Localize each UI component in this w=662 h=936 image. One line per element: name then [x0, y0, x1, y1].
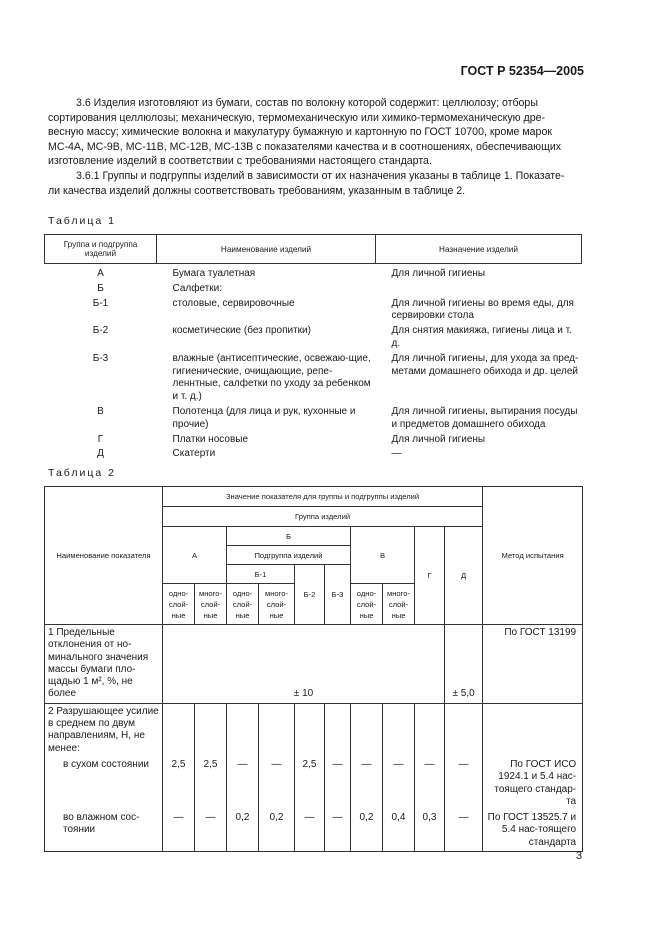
table2-caption: Таблица 2: [48, 467, 116, 479]
purpose-cell: [376, 282, 582, 297]
paragraph-3-6: [48, 96, 582, 169]
table-row: [45, 297, 582, 325]
header-single-ply: одно-слой-ные: [163, 584, 195, 625]
value-cell: —: [445, 810, 483, 851]
header-group-v: В: [351, 527, 415, 584]
group-cell: Б-3: [92, 352, 109, 364]
value-cell: ± 5,0: [445, 625, 483, 704]
indicator-name: 2 Разрушающее усилие в среднем по двум направлениям, Н, не менее:: [45, 703, 163, 757]
table-row: [45, 352, 582, 405]
header-multi-ply: много-слой-ные: [383, 584, 415, 625]
table-row: [45, 703, 583, 757]
value-cell: 0,2: [351, 810, 383, 851]
value-cell: —: [325, 810, 351, 851]
table-row: [45, 447, 582, 462]
value-cell: —: [227, 757, 259, 810]
header-indicator-name: Наименование показателя: [45, 487, 163, 625]
table-row: [45, 625, 583, 704]
document-standard-number: ГОСТ Р 52354—2005: [460, 64, 584, 78]
paragraph-line: МС-4А, МС-9В, МС-11В, МС-12В, МС-13В с показателями качества и в соотношениях, обеспечивающих: [48, 140, 562, 153]
table1-header-name: Наименование изделий: [157, 235, 376, 264]
table-2-quality-indicators: [44, 486, 583, 852]
purpose-cell: —: [391, 448, 402, 460]
group-cell: Д: [97, 448, 104, 460]
value-cell: 2,5: [295, 757, 325, 810]
header-product-group: Группа изделий: [163, 507, 483, 527]
value-cell: —: [259, 757, 295, 810]
header-subgroup-b1: Б-1: [227, 565, 295, 584]
purpose-cell: Для личной гигиены, для ухода за пред-метами домашнего обихода и др. целей: [391, 352, 579, 377]
name-cell: столовые, сервировочные: [172, 297, 295, 309]
table1-caption: Таблица 1: [48, 215, 116, 227]
value-cell: —: [325, 757, 351, 810]
name-cell: Бумага туалетная: [172, 268, 256, 279]
table-row: [45, 282, 582, 297]
header-group-a: А: [163, 527, 227, 584]
value-cell: —: [163, 810, 195, 851]
paragraph-line: 3.6.1 Группы и подгруппы изделий в зависимости от их назначения указаны в таблице 1. Показате-: [76, 170, 565, 182]
purpose-cell: Для снятия макияжа, гигиены лица и т. д.: [391, 325, 572, 349]
header-group-d: Д: [445, 527, 483, 625]
name-cell: Полотенца (для лица и рук, кухонные и прочие): [172, 405, 356, 430]
header-subgroup-b3: Б-3: [325, 565, 351, 625]
indicator-name: 1 Предельные отклонения от но-минального значения массы бумаги пло-щадью 1 м², %, не более: [45, 625, 163, 704]
table-row: [45, 810, 583, 851]
header-group-b: Б: [227, 527, 351, 546]
paragraph-line: сортирования целлюлозы; механическую, термомеханическую или химико-термомеханическую дре-: [48, 111, 546, 124]
header-single-ply: одно-слой-ные: [227, 584, 259, 625]
name-cell: Платки носовые: [172, 433, 249, 445]
value-cell: ± 10: [163, 625, 445, 704]
name-cell: Салфетки:: [172, 282, 223, 294]
header-multi-ply: много-слой-ные: [195, 584, 227, 625]
method-cell: По ГОСТ 13525.7 и 5.4 нас-тоящего стандарта: [483, 810, 583, 851]
value-cell: 0,3: [415, 810, 445, 851]
value-cell: —: [351, 757, 383, 810]
table-row: [45, 757, 583, 810]
group-cell: В: [97, 405, 104, 417]
group-cell: Б-2: [92, 325, 109, 337]
name-cell: влажные (антисептические, освежаю-щие, гигиенические, очищающие, репе-леннтные, салфетки по уходу за ребенком и т. д.): [172, 352, 371, 403]
paragraph-line: 3.6 Изделия изготовляют из бумаги, состав по волокну которой содержит: целлюлозу; отборы: [76, 97, 538, 109]
header-values: Значение показателя для группы и подгруппы изделий: [163, 487, 483, 507]
table1-header-group: Группа и подгруппа изделий: [45, 235, 157, 264]
method-cell: По ГОСТ 13199: [483, 625, 583, 704]
paragraph-line: ли качества изделий должны соответствовать требованиям, указанным в таблице 2.: [48, 184, 466, 197]
group-cell: А: [97, 268, 104, 279]
value-cell: —: [383, 757, 415, 810]
value-cell: 2,5: [163, 757, 195, 810]
value-cell: 0,2: [227, 810, 259, 851]
value-cell: —: [295, 810, 325, 851]
header-subgroup-b2: Б-2: [295, 565, 325, 625]
purpose-cell: Для личной гигиены: [391, 268, 486, 279]
name-cell: Скатерти: [172, 448, 216, 460]
header-multi-ply: много-слой-ные: [259, 584, 295, 625]
indicator-name: во влажном сос-тоянии: [45, 810, 163, 851]
table-1-product-groups: [44, 234, 582, 462]
paragraph-3-6-1: [48, 169, 582, 198]
header-subgroup: Подгруппа изделий: [227, 546, 351, 565]
value-cell: 2,5: [195, 757, 227, 810]
name-cell: косметические (без пропитки): [172, 325, 311, 337]
group-cell: Г: [97, 433, 104, 445]
header-single-ply: одно-слой-ные: [351, 584, 383, 625]
table-row: [45, 324, 582, 352]
table-row: [45, 433, 582, 448]
value-cell: 0,2: [259, 810, 295, 851]
paragraph-line: весную массу; химические волокна и макулатуру бумажную и картонную по ГОСТ 10700, кроме марок: [48, 126, 552, 139]
table1-header-purpose: Назначение изделий: [376, 235, 582, 264]
paragraph-line: изготовление изделий в соответствии с требованиями настоящего стандарта.: [48, 155, 432, 168]
method-cell: По ГОСТ ИСО 1924.1 и 5.4 нас-тоящего стандар-та: [483, 757, 583, 810]
header-group-g: Г: [415, 527, 445, 625]
purpose-cell: Для личной гигиены, вытирания посуды и предметов домашнего обихода: [391, 405, 578, 430]
value-cell: —: [415, 757, 445, 810]
indicator-name: в сухом состоянии: [45, 757, 163, 810]
purpose-cell: Для личной гигиены во время еды, для сервировки стола: [391, 297, 574, 322]
value-cell: 0,4: [383, 810, 415, 851]
group-cell: Б-1: [92, 297, 109, 309]
value-cell: —: [195, 810, 227, 851]
purpose-cell: Для личной гигиены: [391, 433, 486, 445]
table-row: [45, 405, 582, 433]
value-cell: —: [445, 757, 483, 810]
group-cell: Б: [97, 282, 104, 294]
header-method: Метод испытания: [483, 487, 583, 625]
table-row: [45, 264, 582, 282]
page-number: 3: [575, 850, 582, 862]
